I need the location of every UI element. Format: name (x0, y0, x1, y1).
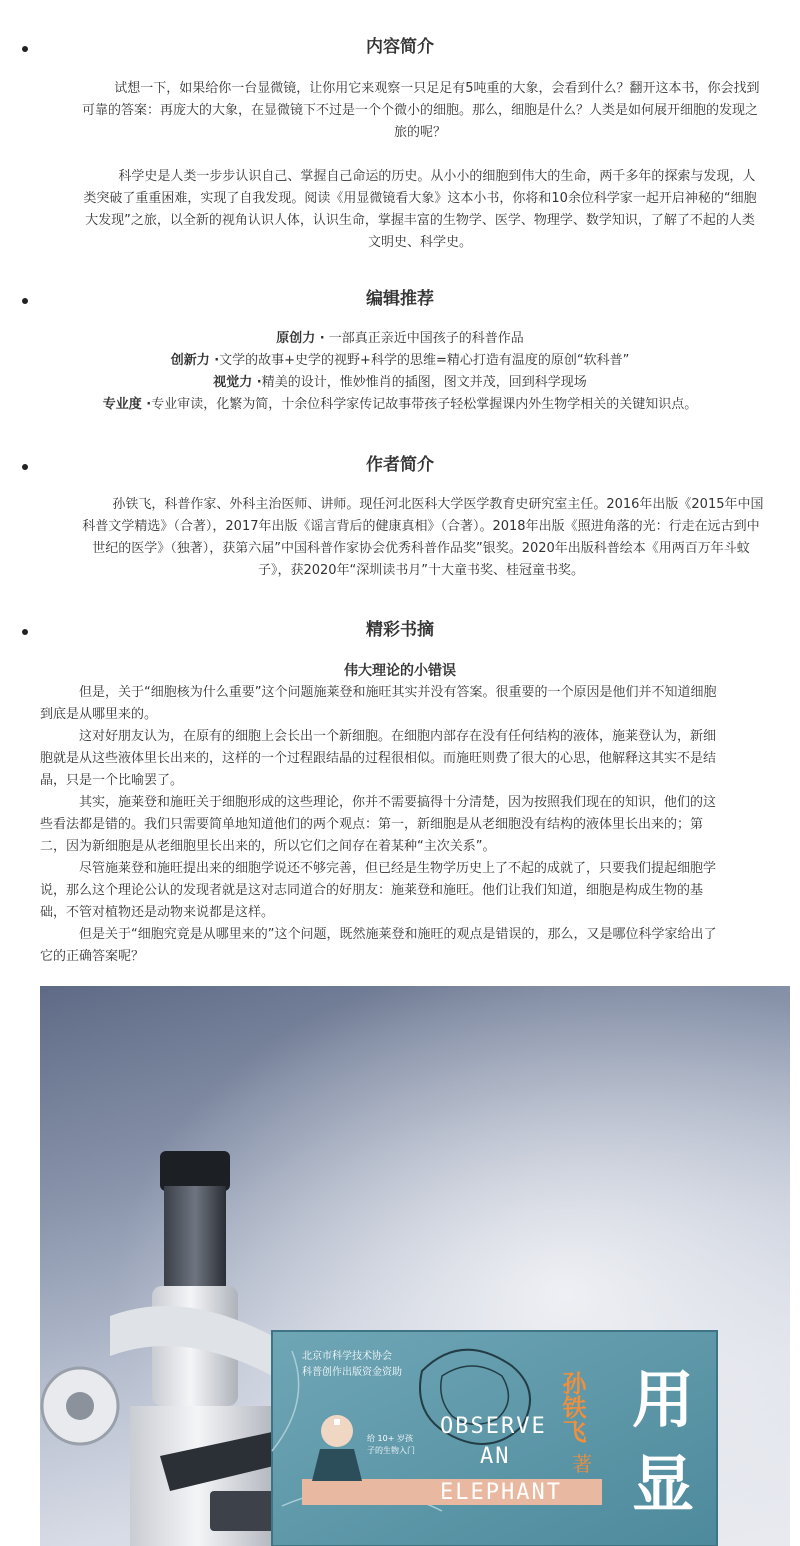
publisher-line-2: 科普创作出版资金资助 (302, 1367, 402, 1378)
cover-title-cn-2: 显 (632, 1448, 695, 1521)
recommend-title: 编辑推荐 (366, 289, 434, 309)
intro-paragraph-1: 试想一下，如果给你一台显微镜，让你用它来观察一只足足有5吨重的大象，会看到什么？翻开这本书，你会找到可靠的答案：再庞大的大象，在显微镜下不过是一个个微小的细胞。那么，细胞是什么？人类是如何展开细胞的发现之旅的呢？ (81, 81, 760, 140)
recommend-item: 专业度 ·专业审读，化繁为简，十余位科学家传记故事带孩子轻松掌握课内外生物学相关的关键知识点。 (102, 397, 698, 412)
excerpt-body (40, 682, 720, 968)
photo-illustration (40, 986, 790, 1546)
excerpt-paragraph: 但是，关于“细胞核为什么重要”这个问题施莱登和施旺其实并没有答案。很重要的一个原因是他们并不知道细胞到底是从哪里来的。 (40, 685, 717, 722)
excerpt-paragraph: 其实，施莱登和施旺关于细胞形成的这些理论，你并不需要搞得十分清楚，因为按照我们现在的知识，他们的这些看法都是错的。我们只需要简单地知道他们的两个观点：第一，新细胞是从老细胞没有结构的液体里长出来的；第二，因为新细胞是从老细胞里长出来的，所以它们之间存在着某种“主次关系”。 (40, 795, 717, 854)
recommend-item: 视觉力 ·精美的设计，惟妙惟肖的插图，图文并茂，回到科学现场 (213, 375, 587, 390)
recommend-item: 创新力 ·文学的故事+史学的视野+科学的思维=精心打造有温度的原创“软科普” (170, 353, 630, 368)
author-body (76, 494, 766, 582)
excerpt-heading: 伟大理论的小错误 (344, 663, 456, 679)
recommend-item: 原创力 · 一部真正亲近中国孩子的科普作品 (276, 331, 524, 346)
cover-author-suffix: 著 (572, 1452, 592, 1476)
recommend-list (40, 328, 760, 416)
cover-title-cn-1: 用 (632, 1363, 695, 1436)
excerpt-paragraph: 尽管施莱登和施旺提出来的细胞学说还不够完善，但已经是生物学历史上了不起的成就了，只要我们提起细胞学说，那么这个理论公认的发现者就是这对志同道合的好朋友：施莱登和施旺。他们让我们知道，细胞是构成生物的基础，不管对植物还是动物来说都是这样。 (40, 861, 717, 920)
badge-line-2: 子的生物入门 (367, 1446, 415, 1455)
badge-line-1: 给 10+ 岁孩 (367, 1434, 413, 1443)
cover-title-en-2: AN (480, 1444, 511, 1469)
cover-title-en-3: ELEPHANT (440, 1480, 562, 1505)
intro-title: 内容简介 (366, 37, 434, 57)
cover-title-en-1: OBSERVE (440, 1414, 547, 1439)
publisher-line-1: 北京市科学技术协会 (302, 1351, 392, 1362)
author-title: 作者简介 (366, 455, 434, 475)
author-bio: 孙铁飞，科普作家、外科主治医师、讲师。现任河北医科大学医学教育史研究室主任。2016年出版《2015年中国科普文学精选》（合著），2017年出版《谣言背后的健康真相》（合著）。2018年出版《照进角落的光：行走在远古到中世纪的医学》（独著），获第六届”中国科普作家协会优秀科普作品奖”银奖。2020年出版科普绘本《用两百万年斗蚊子》，获2020年“深圳读书月”十大童书奖、桂冠童书奖。 (82, 497, 764, 578)
intro-paragraph-2: 科学史是人类一步步认识自己、掌握自己命运的历史。从小小的细胞到伟大的生命，两千多年的探索与发现，人类突破了重重困难，实现了自我发现。阅读《用显微镜看大象》这本小书，你将和10余位科学家一起开启神秘的“细胞大发现”之旅，以全新的视角认识人体，认识生命，掌握丰富的生物学、医学、物理学、数学知识，了解了不起的人类文明史、科学史。 (83, 169, 757, 250)
excerpt-paragraph: 但是关于“细胞究竟是从哪里来的”这个问题，既然施莱登和施旺的观点是错误的，那么，又是哪位科学家给出了它的正确答案呢？ (40, 927, 717, 964)
cover-author: 孙铁飞 (558, 1371, 586, 1443)
excerpt-paragraph: 这对好朋友认为，在原有的细胞上会长出一个新细胞。在细胞内部存在没有任何结构的液体，施莱登认为，新细胞就是从这些液体里长出来的，这样的一个过程跟结晶的过程很相似。而施旺则费了很大的心思，他解释这其实不是结晶，只是一个比喻罢了。 (40, 729, 717, 788)
book-cover (272, 1331, 717, 1546)
intro-body (80, 78, 760, 254)
book-photo (40, 986, 790, 1546)
excerpt-title: 精彩书摘 (366, 620, 434, 640)
